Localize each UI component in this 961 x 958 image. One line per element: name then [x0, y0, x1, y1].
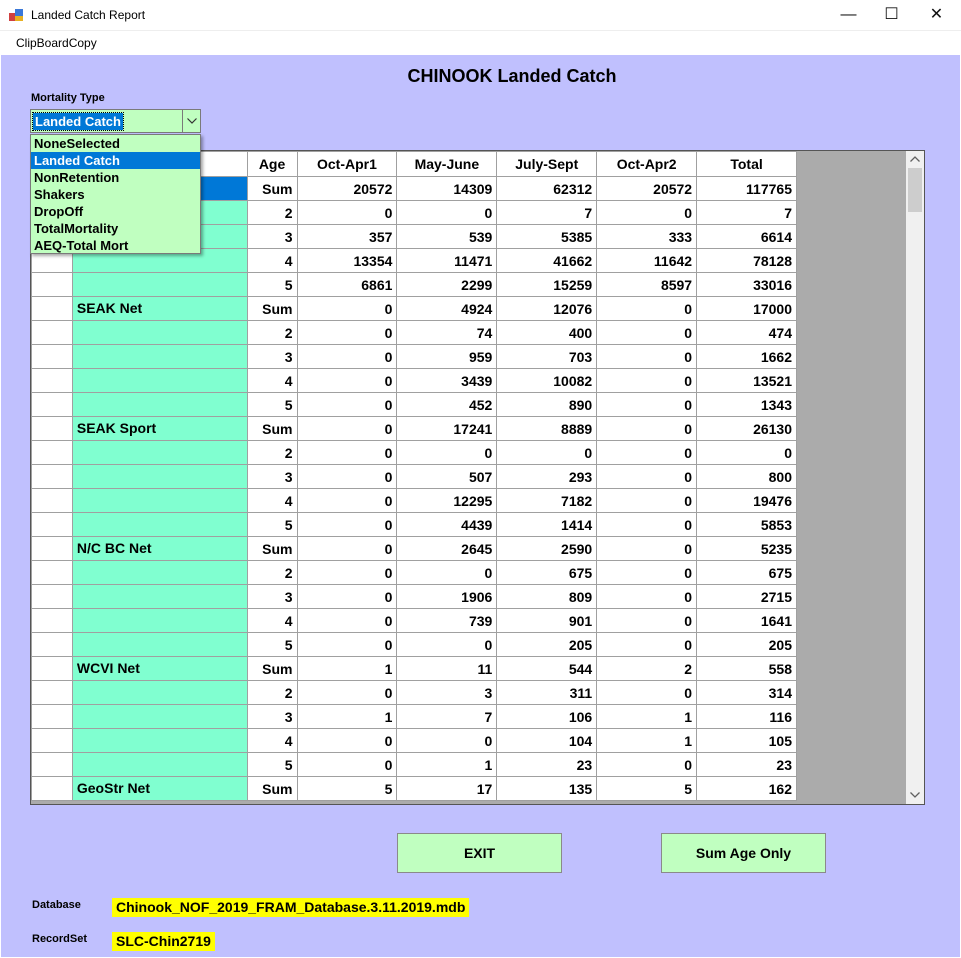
row-header[interactable] — [32, 465, 73, 489]
may-june-cell[interactable]: 74 — [397, 321, 497, 345]
may-june-cell[interactable]: 0 — [397, 729, 497, 753]
table-row — [32, 777, 797, 801]
total-cell[interactable]: 23 — [697, 753, 797, 777]
chevron-down-icon — [187, 118, 197, 124]
table-row — [32, 441, 797, 465]
table-row — [32, 297, 797, 321]
total-cell[interactable]: 675 — [697, 561, 797, 585]
row-header[interactable] — [32, 561, 73, 585]
oct-apr2-cell[interactable]: 11642 — [597, 249, 697, 273]
total-cell[interactable]: 7 — [697, 201, 797, 225]
oct-apr1-cell[interactable]: 0 — [297, 369, 397, 393]
may-june-column-header[interactable]: May-June — [397, 152, 497, 177]
age-cell[interactable]: Sum — [247, 657, 297, 681]
july-sept-cell[interactable]: 135 — [497, 777, 597, 801]
oct-apr2-cell[interactable]: 0 — [597, 465, 697, 489]
oct-apr2-cell[interactable]: 0 — [597, 753, 697, 777]
row-header[interactable] — [32, 393, 73, 417]
total-cell[interactable]: 5235 — [697, 537, 797, 561]
table-row — [32, 513, 797, 537]
table-row — [32, 273, 797, 297]
fishery-cell[interactable] — [72, 345, 247, 369]
may-june-cell[interactable]: 0 — [397, 201, 497, 225]
may-june-cell[interactable]: 507 — [397, 465, 497, 489]
close-button[interactable]: ✕ — [929, 6, 944, 23]
fishery-cell[interactable] — [72, 465, 247, 489]
age-cell[interactable]: 3 — [247, 465, 297, 489]
july-sept-cell[interactable]: 703 — [497, 345, 597, 369]
table-row — [32, 417, 797, 441]
may-june-cell[interactable]: 0 — [397, 633, 497, 657]
age-cell[interactable]: 2 — [247, 681, 297, 705]
oct-apr1-cell[interactable]: 0 — [297, 297, 397, 321]
oct-apr2-cell[interactable]: 0 — [597, 561, 697, 585]
table-row — [32, 489, 797, 513]
may-june-cell[interactable]: 1906 — [397, 585, 497, 609]
fishery-cell[interactable] — [72, 321, 247, 345]
recordset-label: RecordSet — [32, 933, 88, 945]
july-sept-cell[interactable]: 8889 — [497, 417, 597, 441]
total-cell[interactable]: 105 — [697, 729, 797, 753]
oct-apr2-cell[interactable]: 0 — [597, 609, 697, 633]
database-label: Database — [32, 899, 81, 911]
option-aeq-total-mort[interactable]: AEQ-Total Mort — [34, 238, 129, 253]
may-june-cell[interactable]: 4439 — [397, 513, 497, 537]
oct-apr1-cell[interactable]: 0 — [297, 441, 397, 465]
maximize-button[interactable]: ☐ — [884, 6, 899, 23]
july-sept-cell[interactable]: 5385 — [497, 225, 597, 249]
fishery-cell[interactable] — [72, 681, 247, 705]
total-cell[interactable]: 19476 — [697, 489, 797, 513]
total-cell[interactable]: 314 — [697, 681, 797, 705]
oct-apr2-cell[interactable]: 0 — [597, 585, 697, 609]
oct-apr2-cell[interactable]: 0 — [597, 441, 697, 465]
may-june-cell[interactable]: 11471 — [397, 249, 497, 273]
fishery-cell[interactable] — [72, 489, 247, 513]
july-sept-cell[interactable]: 205 — [497, 633, 597, 657]
oct-apr2-cell[interactable]: 1 — [597, 705, 697, 729]
may-june-cell[interactable]: 7 — [397, 705, 497, 729]
row-header[interactable] — [32, 585, 73, 609]
age-cell[interactable]: 2 — [247, 201, 297, 225]
fishery-cell[interactable] — [72, 753, 247, 777]
total-cell[interactable]: 205 — [697, 633, 797, 657]
age-cell[interactable]: 4 — [247, 369, 297, 393]
total-cell[interactable]: 117765 — [697, 177, 797, 201]
fishery-cell[interactable]: N/C BC Net — [72, 537, 247, 561]
may-june-cell[interactable]: 4924 — [397, 297, 497, 321]
may-june-cell[interactable]: 959 — [397, 345, 497, 369]
row-header[interactable] — [32, 297, 73, 321]
may-june-cell[interactable]: 0 — [397, 561, 497, 585]
option-non-retention[interactable]: NonRetention — [34, 170, 120, 185]
table-row — [32, 729, 797, 753]
oct-apr1-cell[interactable]: 1 — [297, 657, 397, 681]
oct-apr2-cell[interactable]: 0 — [597, 513, 697, 537]
oct-apr1-cell[interactable]: 0 — [297, 633, 397, 657]
database-value: Chinook_NOF_2019_FRAM_Database.3.11.2019.mdb — [112, 898, 469, 917]
option-drop-off[interactable]: DropOff — [34, 204, 84, 219]
july-sept-cell[interactable]: 544 — [497, 657, 597, 681]
may-june-cell[interactable]: 1 — [397, 753, 497, 777]
combobox-dropdown-button[interactable] — [182, 110, 200, 132]
age-cell[interactable]: Sum — [247, 537, 297, 561]
fishery-cell[interactable] — [72, 441, 247, 465]
oct-apr1-cell[interactable]: 0 — [297, 561, 397, 585]
row-header[interactable] — [32, 753, 73, 777]
oct-apr1-cell[interactable]: 0 — [297, 201, 397, 225]
may-june-cell[interactable]: 12295 — [397, 489, 497, 513]
oct-apr2-cell[interactable]: 0 — [597, 201, 697, 225]
mortality-type-label: Mortality Type — [31, 92, 105, 104]
row-header[interactable] — [32, 657, 73, 681]
row-header[interactable] — [32, 489, 73, 513]
may-june-cell[interactable]: 3439 — [397, 369, 497, 393]
july-sept-cell[interactable]: 2590 — [497, 537, 597, 561]
oct-apr1-cell[interactable]: 0 — [297, 585, 397, 609]
age-cell[interactable]: 5 — [247, 513, 297, 537]
fishery-cell[interactable]: WCVI Net — [72, 657, 247, 681]
row-header[interactable] — [32, 633, 73, 657]
table-row — [32, 369, 797, 393]
age-cell[interactable]: 5 — [247, 753, 297, 777]
age-cell[interactable]: 5 — [247, 273, 297, 297]
oct-apr2-cell[interactable]: 0 — [597, 345, 697, 369]
fishery-cell[interactable] — [72, 273, 247, 297]
total-cell[interactable]: 26130 — [697, 417, 797, 441]
july-sept-cell[interactable]: 0 — [497, 441, 597, 465]
fishery-cell[interactable] — [72, 585, 247, 609]
row-header[interactable] — [32, 369, 73, 393]
oct-apr1-cell[interactable]: 0 — [297, 465, 397, 489]
age-cell[interactable]: Sum — [247, 417, 297, 441]
total-cell[interactable]: 116 — [697, 705, 797, 729]
age-cell[interactable]: 2 — [247, 441, 297, 465]
menu-bar — [0, 31, 961, 55]
oct-apr2-cell[interactable]: 0 — [597, 537, 697, 561]
scroll-down-button[interactable] — [906, 787, 924, 804]
fishery-cell[interactable] — [72, 513, 247, 537]
table-row — [32, 585, 797, 609]
row-header[interactable] — [32, 513, 73, 537]
option-shakers[interactable]: Shakers — [34, 187, 85, 202]
oct-apr1-cell[interactable]: 0 — [297, 393, 397, 417]
total-cell[interactable]: 800 — [697, 465, 797, 489]
july-sept-cell[interactable]: 10082 — [497, 369, 597, 393]
total-cell[interactable]: 558 — [697, 657, 797, 681]
may-june-cell[interactable]: 3 — [397, 681, 497, 705]
total-cell[interactable]: 5853 — [697, 513, 797, 537]
oct-apr2-cell[interactable]: 0 — [597, 369, 697, 393]
july-sept-cell[interactable]: 15259 — [497, 273, 597, 297]
row-header[interactable] — [32, 609, 73, 633]
fishery-cell[interactable]: GeoStr Net — [72, 777, 247, 801]
fishery-cell[interactable] — [72, 369, 247, 393]
oct-apr2-cell[interactable]: 333 — [597, 225, 697, 249]
total-cell[interactable]: 78128 — [697, 249, 797, 273]
row-header[interactable] — [32, 441, 73, 465]
july-sept-cell[interactable]: 104 — [497, 729, 597, 753]
july-sept-cell[interactable]: 293 — [497, 465, 597, 489]
row-header[interactable] — [32, 537, 73, 561]
table-row — [32, 393, 797, 417]
oct-apr2-cell[interactable]: 5 — [597, 777, 697, 801]
row-header[interactable] — [32, 417, 73, 441]
menu-clipboard-copy[interactable]: ClipBoardCopy — [16, 36, 97, 50]
scroll-up-button[interactable] — [906, 151, 924, 168]
row-header[interactable] — [32, 705, 73, 729]
age-cell[interactable]: 4 — [247, 729, 297, 753]
table-row — [32, 561, 797, 585]
mortality-type-dropdown-list — [30, 134, 201, 254]
table-row — [32, 465, 797, 489]
table-row — [32, 537, 797, 561]
may-june-cell[interactable]: 2645 — [397, 537, 497, 561]
oct-apr2-cell[interactable]: 0 — [597, 681, 697, 705]
total-cell[interactable]: 2715 — [697, 585, 797, 609]
total-cell[interactable]: 33016 — [697, 273, 797, 297]
table-row — [32, 681, 797, 705]
oct-apr1-cell[interactable]: 0 — [297, 345, 397, 369]
july-sept-cell[interactable]: 23 — [497, 753, 597, 777]
table-row — [32, 753, 797, 777]
table-row — [32, 321, 797, 345]
oct-apr2-cell[interactable]: 0 — [597, 321, 697, 345]
sum-age-only-button[interactable]: Sum Age Only — [661, 833, 826, 873]
total-cell[interactable]: 0 — [697, 441, 797, 465]
oct-apr2-cell[interactable]: 0 — [597, 489, 697, 513]
oct-apr2-cell[interactable]: 0 — [597, 417, 697, 441]
age-cell[interactable]: 3 — [247, 585, 297, 609]
may-june-cell[interactable]: 14309 — [397, 177, 497, 201]
fishery-cell[interactable] — [72, 609, 247, 633]
age-cell[interactable]: 2 — [247, 561, 297, 585]
total-cell[interactable]: 13521 — [697, 369, 797, 393]
age-cell[interactable]: 4 — [247, 609, 297, 633]
chevron-up-icon — [910, 156, 920, 162]
oct-apr1-cell[interactable]: 0 — [297, 417, 397, 441]
option-landed-catch[interactable]: Landed Catch — [31, 152, 200, 169]
oct-apr1-cell[interactable]: 357 — [297, 225, 397, 249]
july-sept-cell[interactable]: 311 — [497, 681, 597, 705]
may-june-cell[interactable]: 17 — [397, 777, 497, 801]
july-sept-column-header[interactable]: July-Sept — [497, 152, 597, 177]
july-sept-cell[interactable]: 675 — [497, 561, 597, 585]
report-title: CHINOOK Landed Catch — [407, 66, 617, 86]
row-header[interactable] — [32, 345, 73, 369]
total-cell[interactable]: 6614 — [697, 225, 797, 249]
age-cell[interactable]: Sum — [247, 297, 297, 321]
fishery-cell[interactable] — [72, 705, 247, 729]
oct-apr1-cell[interactable]: 0 — [297, 489, 397, 513]
total-cell[interactable]: 474 — [697, 321, 797, 345]
may-june-cell[interactable]: 11 — [397, 657, 497, 681]
total-cell[interactable]: 17000 — [697, 297, 797, 321]
age-cell[interactable]: 4 — [247, 249, 297, 273]
age-cell[interactable]: 5 — [247, 633, 297, 657]
chevron-down-icon — [910, 792, 920, 798]
oct-apr1-cell[interactable]: 0 — [297, 729, 397, 753]
scroll-thumb[interactable] — [908, 168, 922, 212]
mortality-type-selected: Landed Catch — [35, 114, 121, 129]
row-header[interactable] — [32, 681, 73, 705]
fishery-cell[interactable] — [72, 633, 247, 657]
oct-apr2-cell[interactable]: 0 — [597, 297, 697, 321]
total-column-header[interactable]: Total — [697, 152, 797, 177]
july-sept-cell[interactable]: 1414 — [497, 513, 597, 537]
row-header[interactable] — [32, 321, 73, 345]
may-june-cell[interactable]: 17241 — [397, 417, 497, 441]
oct-apr1-cell[interactable]: 13354 — [297, 249, 397, 273]
row-header[interactable] — [32, 273, 73, 297]
title-bar — [0, 0, 961, 31]
oct-apr2-cell[interactable]: 2 — [597, 657, 697, 681]
total-cell[interactable]: 1641 — [697, 609, 797, 633]
age-cell[interactable]: 3 — [247, 345, 297, 369]
oct-apr2-cell[interactable]: 8597 — [597, 273, 697, 297]
oct-apr1-column-header[interactable]: Oct-Apr1 — [297, 152, 397, 177]
row-header[interactable] — [32, 729, 73, 753]
july-sept-cell[interactable]: 62312 — [497, 177, 597, 201]
age-cell[interactable]: 2 — [247, 321, 297, 345]
row-header[interactable] — [32, 777, 73, 801]
age-cell[interactable]: 4 — [247, 489, 297, 513]
july-sept-cell[interactable]: 901 — [497, 609, 597, 633]
option-total-mortality[interactable]: TotalMortality — [34, 221, 119, 236]
may-june-cell[interactable]: 739 — [397, 609, 497, 633]
window-title: Landed Catch Report — [31, 8, 146, 22]
oct-apr2-cell[interactable]: 0 — [597, 633, 697, 657]
total-cell[interactable]: 162 — [697, 777, 797, 801]
age-cell[interactable]: Sum — [247, 777, 297, 801]
july-sept-cell[interactable]: 7 — [497, 201, 597, 225]
age-cell[interactable]: Sum — [247, 177, 297, 201]
oct-apr2-cell[interactable]: 0 — [597, 393, 697, 417]
fishery-cell[interactable] — [72, 729, 247, 753]
may-june-cell[interactable]: 452 — [397, 393, 497, 417]
exit-button[interactable]: EXIT — [397, 833, 562, 873]
oct-apr1-cell[interactable]: 0 — [297, 537, 397, 561]
oct-apr2-cell[interactable]: 20572 — [597, 177, 697, 201]
mortality-type-combobox[interactable] — [30, 109, 201, 133]
july-sept-cell[interactable]: 12076 — [497, 297, 597, 321]
oct-apr1-cell[interactable]: 6861 — [297, 273, 397, 297]
vertical-scrollbar[interactable] — [906, 151, 924, 804]
oct-apr1-cell[interactable]: 0 — [297, 321, 397, 345]
oct-apr2-cell[interactable]: 1 — [597, 729, 697, 753]
age-cell[interactable]: 3 — [247, 225, 297, 249]
oct-apr1-cell[interactable]: 20572 — [297, 177, 397, 201]
july-sept-cell[interactable]: 890 — [497, 393, 597, 417]
july-sept-cell[interactable]: 7182 — [497, 489, 597, 513]
table-row — [32, 345, 797, 369]
july-sept-cell[interactable]: 400 — [497, 321, 597, 345]
may-june-cell[interactable]: 539 — [397, 225, 497, 249]
oct-apr1-cell[interactable]: 0 — [297, 609, 397, 633]
oct-apr1-cell[interactable]: 0 — [297, 681, 397, 705]
oct-apr1-cell[interactable]: 0 — [297, 513, 397, 537]
may-june-cell[interactable]: 0 — [397, 441, 497, 465]
july-sept-cell[interactable]: 41662 — [497, 249, 597, 273]
oct-apr1-cell[interactable]: 0 — [297, 753, 397, 777]
oct-apr1-cell[interactable]: 1 — [297, 705, 397, 729]
table-row — [32, 705, 797, 729]
age-column-header[interactable]: Age — [247, 152, 297, 177]
oct-apr2-column-header[interactable]: Oct-Apr2 — [597, 152, 697, 177]
option-none-selected[interactable]: NoneSelected — [34, 136, 120, 151]
fishery-cell[interactable]: SEAK Net — [72, 297, 247, 321]
oct-apr1-cell[interactable]: 5 — [297, 777, 397, 801]
may-june-cell[interactable]: 2299 — [397, 273, 497, 297]
total-cell[interactable]: 1343 — [697, 393, 797, 417]
table-row — [32, 633, 797, 657]
fishery-cell[interactable]: SEAK Sport — [72, 417, 247, 441]
total-cell[interactable]: 1662 — [697, 345, 797, 369]
minimize-button[interactable]: — — [840, 6, 857, 23]
recordset-value: SLC-Chin2719 — [112, 932, 215, 951]
july-sept-cell[interactable]: 809 — [497, 585, 597, 609]
age-cell[interactable]: 5 — [247, 393, 297, 417]
app-icon — [9, 8, 23, 22]
fishery-cell[interactable] — [72, 393, 247, 417]
table-row — [32, 657, 797, 681]
table-row — [32, 609, 797, 633]
fishery-cell[interactable] — [72, 561, 247, 585]
age-cell[interactable]: 3 — [247, 705, 297, 729]
july-sept-cell[interactable]: 106 — [497, 705, 597, 729]
